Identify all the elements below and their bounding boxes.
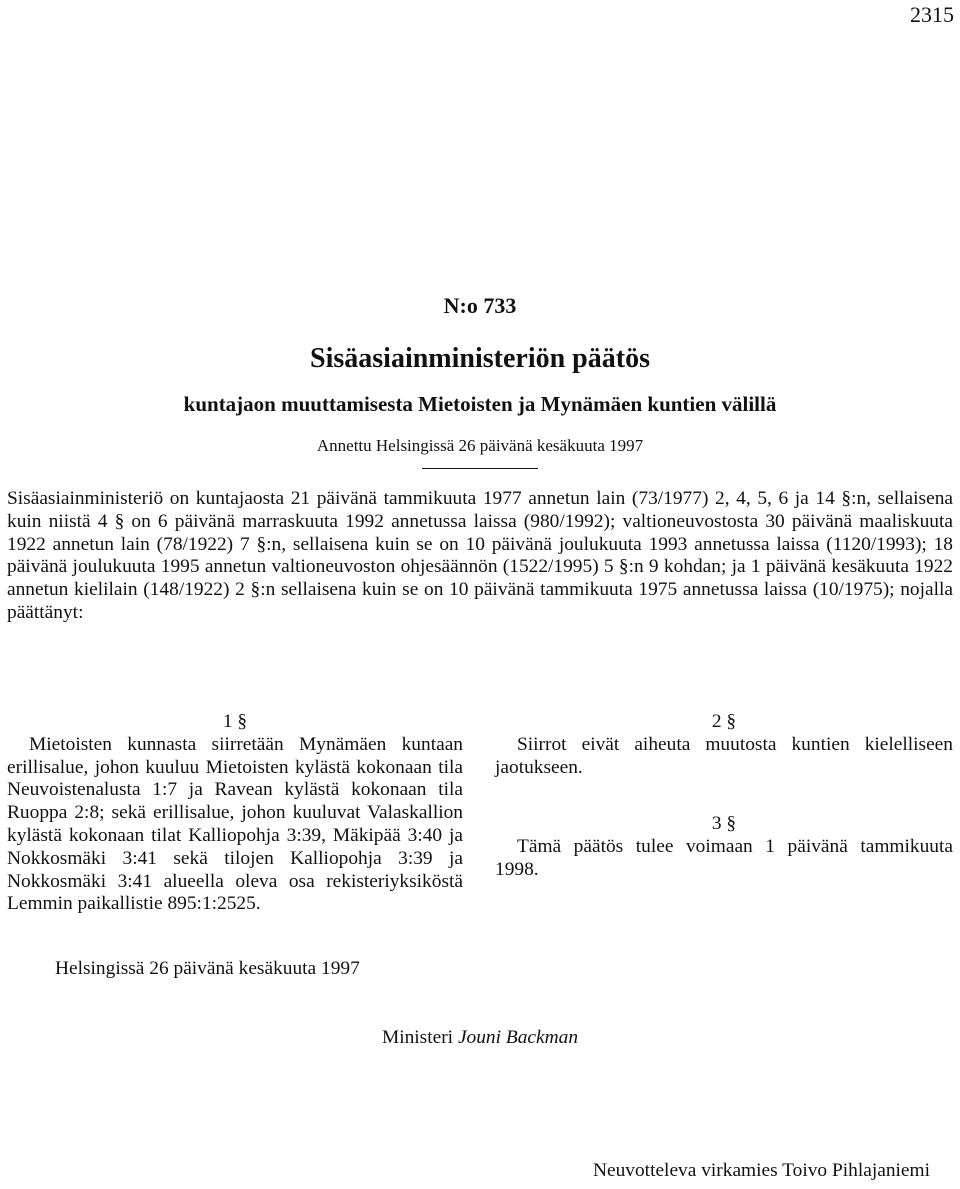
section-3-text: Tämä päätös tulee voimaan 1 päivänä tammikuuta 1998. [495, 836, 953, 880]
section-2-heading: 2 § [711, 711, 737, 732]
page-number: 2315 [910, 2, 954, 27]
section-1-text: Mietoisten kunnasta siirretään Mynämäen kuntaan erillisalue, johon kuuluu Mietoisten kylästä kokonaan tila Neuvoistenalusta 1:7 ja Ravean kylästä kokonaan tila Ruoppa 2:8; sekä erillisalue, johon kuuluvat Valaskallion kylästä kokonaan tilat Kalliopohja 3:39, Mäkipää 3:40 ja Nokkosmäki 3:41 sekä tilojen Kalliopohja 3:39 ja Nokkosmäki 3:41 alueella oleva osa rekisteriyksiköstä Lemmin paikallistie 895:1:2525. [7, 733, 463, 915]
place-and-date: Helsingissä 26 päivänä kesäkuuta 1997 [55, 958, 360, 979]
minister-title: Ministeri [381, 1027, 454, 1048]
section-2-text: Siirrot eivät aiheuta muutosta kuntien kielelliseen jaotukseen. [495, 733, 953, 778]
preamble-paragraph: Sisäasiainministeriö on kuntajaosta 21 päivänä tammikuuta 1977 annetun lain (73/1977) 2, 4, 5, 6 ja 14 §:n, sellaisena kuin niistä 4 § on 6 päivänä marraskuuta 1992 annetussa laissa (980/1992); valtioneuvostosta 30 päivänä maaliskuuta 1922 annetun lain (78/1922) 7 §:n, sellaisena kuin se on 10 päivänä joulukuuta 1993 annetussa laissa (1120/1993); 18 päivänä joulukuuta 1995 annetun valtioneuvoston ohjesäännön (1522/1995) 5 §:n 9 kohdan; ja 1 päivänä kesäkuuta 1922 annetun kielilain (148/1922) 2 §:n sellaisena kuin se on 10 päivänä tammikuuta 1975 annetussa laissa (10/1975); nojalla päättänyt: [7, 488, 953, 623]
left-column [7, 711, 463, 916]
document-title: Sisäasiainministeriön päätös [310, 343, 650, 374]
section-1-heading: 1 § [222, 711, 248, 732]
official-signature: Neuvotteleva virkamies Toivo Pihlajaniemi [592, 1160, 930, 1181]
minister-name: Jouni Backman [457, 1027, 579, 1048]
document-subtitle: kuntajaon muuttamisesta Mietoisten ja Mynämäen kuntien välillä [183, 392, 777, 416]
issued-line: Annettu Helsingissä 26 päivänä kesäkuuta 1997 [316, 436, 644, 455]
minister-signature [0, 1027, 960, 1049]
title-divider [422, 468, 538, 469]
section-3-heading: 3 § [711, 813, 737, 835]
document-number: N:o 733 [443, 293, 517, 318]
right-column [495, 711, 953, 882]
